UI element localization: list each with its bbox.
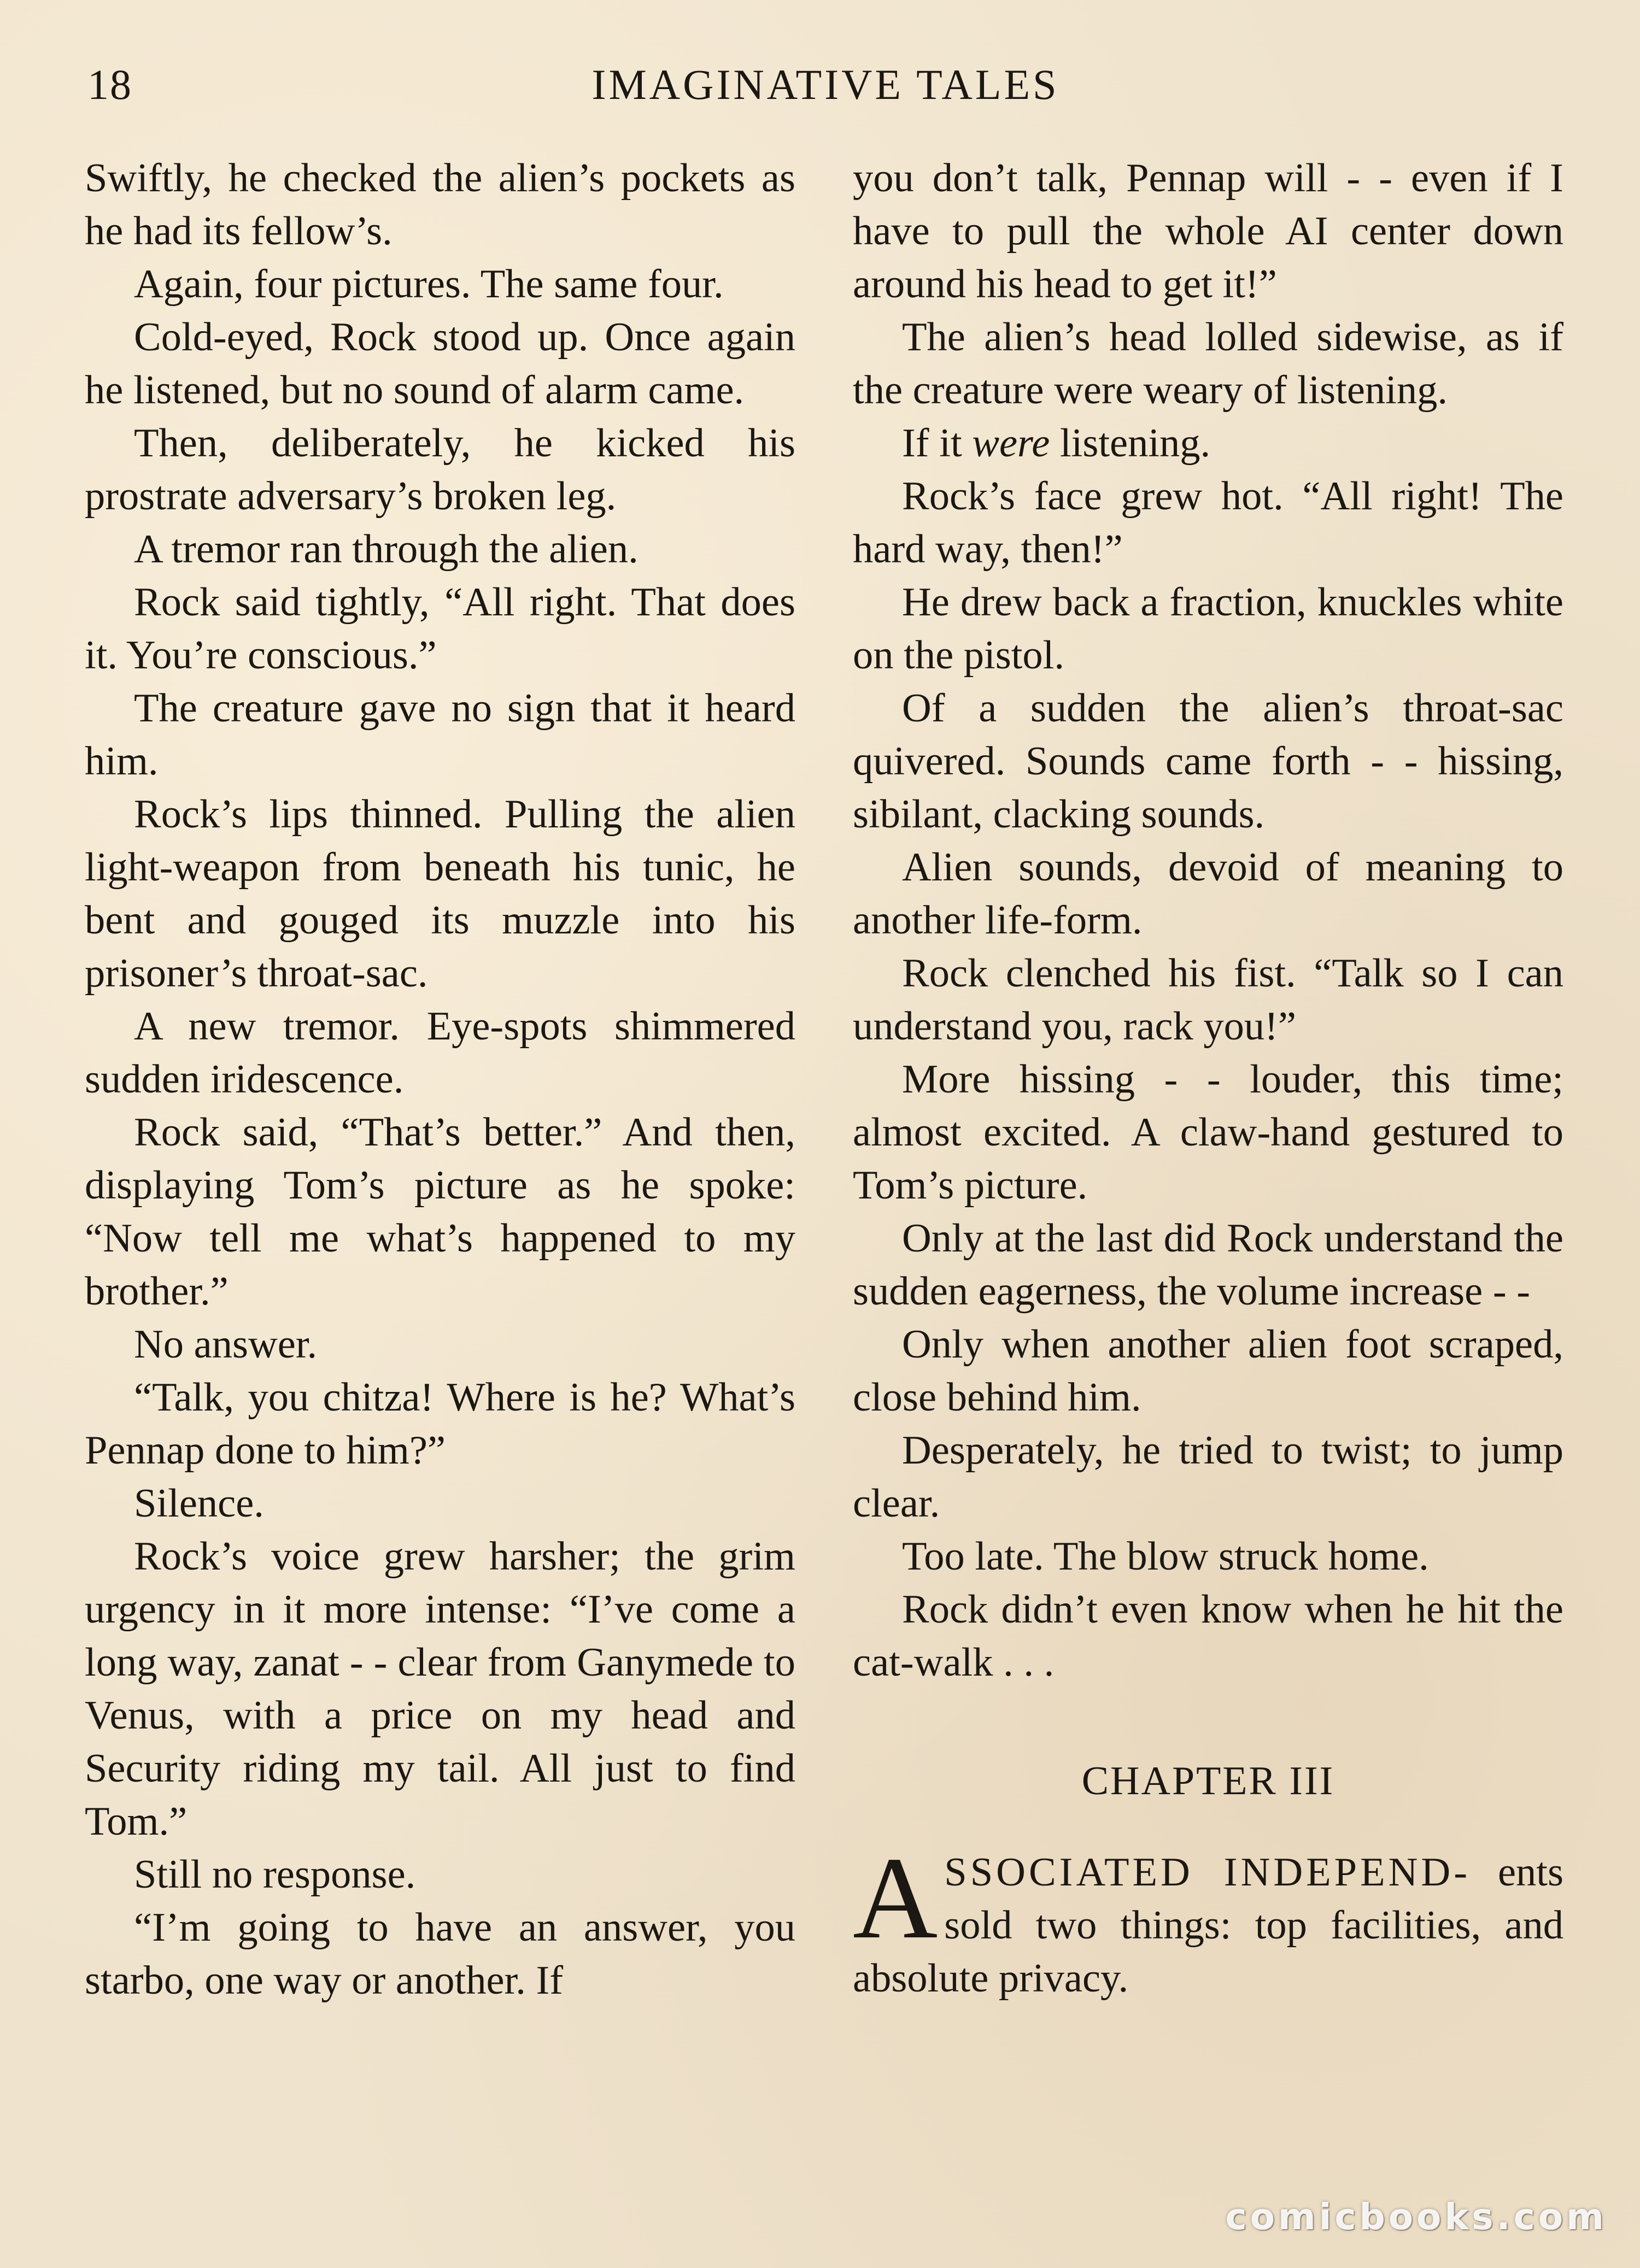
paragraph: Cold-eyed, Rock stood up. Once again he listened, but no sound of alarm came.: [85, 315, 795, 413]
paragraph: Only at the last did Rock understand the sudden eagerness, the volume increase - -: [853, 1216, 1563, 1314]
paragraph: Still no response.: [134, 1852, 416, 1897]
chapter-heading: CHAPTER III: [1081, 1759, 1335, 1803]
chapter-opening-text: ents sold two things: top facilities, and absolute privacy.: [853, 1850, 1563, 2001]
paragraph: A new tremor. Eye-spots shimmered sudden iridescence.: [85, 1004, 795, 1102]
paragraph: Silence.: [134, 1481, 264, 1526]
paragraph: More hissing - - louder, this time; almost excited. A claw-hand gestured to Tom’s picture.: [853, 1057, 1563, 1208]
paragraph: The alien’s head lolled sidewise, as if the creature were weary of listening.: [853, 315, 1563, 413]
paragraph: you don’t talk, Pennap will - - even if I have to pull the whole AI center down around his head to get it!”: [853, 156, 1563, 307]
paragraph: Rock said, “That’s better.” And then, displaying Tom’s picture as he spoke: “Now tell me what’s happened to my brother.”: [85, 1110, 795, 1314]
paragraph: [853, 417, 1563, 470]
paragraph: A tremor ran through the alien.: [134, 527, 639, 572]
paragraph: Alien sounds, devoid of meaning to another life-form.: [853, 845, 1563, 943]
paragraph: No answer.: [134, 1322, 318, 1367]
chapter-opening-paragraph: [853, 1832, 1563, 2005]
page-header: [87, 60, 1563, 126]
paragraph: Rock clenched his fist. “Talk so I can understand you, rack you!”: [853, 951, 1563, 1049]
paragraph: Then, deliberately, he kicked his prostrate adversary’s broken leg.: [85, 421, 795, 519]
emphasized-word: were: [972, 421, 1050, 466]
paragraph: Again, four pictures. The same four.: [134, 262, 724, 307]
left-text-column: [85, 152, 795, 2007]
paragraph: Rock said tightly, “All right. That does it. You’re conscious.”: [85, 580, 795, 678]
site-watermark: comicbooks.com: [1225, 2196, 1607, 2238]
running-title: IMAGINATIVE TALES: [591, 61, 1059, 108]
paragraph: Rock’s voice grew harsher; the grim urgency in it more intense: “I’ve come a long way, zanat - - clear from Ganymede to Venus, with a price on my head and Security riding my tail. All just to find Tom.”: [85, 1534, 795, 1844]
chapter-opening-caps: SSOCIATED INDEPEND-: [944, 1850, 1471, 1895]
paragraph: Of a sudden the alien’s throat-sac quivered. Sounds came forth - - hissing, sibilant, clacking sounds.: [853, 686, 1563, 837]
drop-cap: A: [853, 1832, 938, 1963]
paragraph: Only when another alien foot scraped, close behind him.: [853, 1322, 1563, 1420]
paragraph: Rock’s face grew hot. “All right! The hard way, then!”: [853, 474, 1563, 572]
paragraph: Too late. The blow struck home.: [902, 1534, 1429, 1579]
paragraph: “Talk, you chitza! Where is he? What’s Pennap done to him?”: [85, 1375, 795, 1473]
paragraph: He drew back a fraction, knuckles white on the pistol.: [853, 580, 1563, 678]
paragraph: “I’m going to have an answer, you starbo, one way or another. If: [85, 1905, 795, 2003]
page-number: 18: [87, 61, 132, 108]
paragraph: Desperately, he tried to twist; to jump clear.: [853, 1428, 1563, 1526]
right-text-column: [853, 152, 1563, 2005]
paragraph: Rock didn’t even know when he hit the cat-walk . . .: [853, 1587, 1563, 1685]
paragraph: Rock’s lips thinned. Pulling the alien light-weapon from beneath his tunic, he bent and gouged its muzzle into his prisoner’s throat-sac.: [85, 792, 795, 996]
paragraph-text: If it: [902, 421, 973, 466]
paragraph: The creature gave no sign that it heard him.: [85, 686, 795, 784]
right-paragraphs: [853, 152, 1563, 1689]
paragraph: Swiftly, he checked the alien’s pockets as he had its fellow’s.: [85, 156, 795, 254]
paragraph-text: listening.: [1050, 421, 1211, 466]
